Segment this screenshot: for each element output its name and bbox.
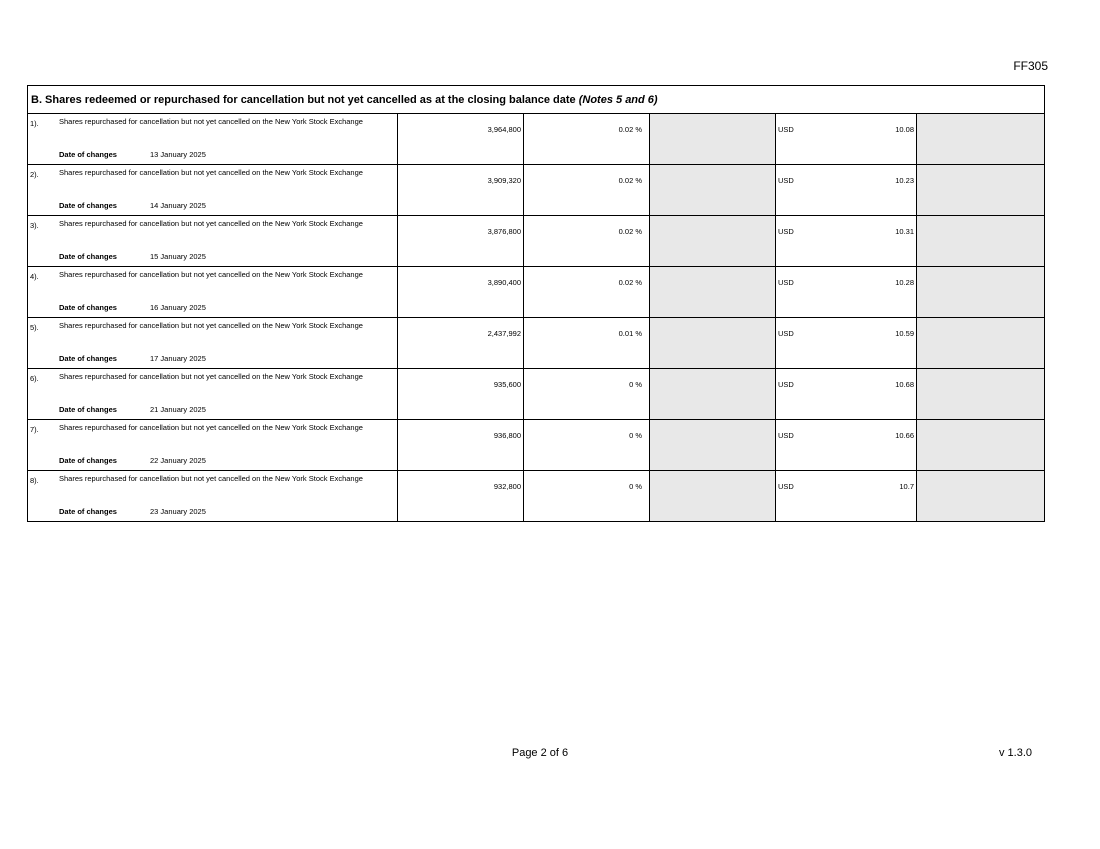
description-cell bbox=[28, 267, 398, 318]
shares-value: 932,800 bbox=[493, 482, 521, 491]
shares-table bbox=[27, 85, 1045, 522]
date-of-changes-value: 15 January 2025 bbox=[150, 252, 206, 261]
currency-code: USD bbox=[778, 125, 794, 134]
price-cell bbox=[776, 216, 917, 267]
row-number: 2). bbox=[30, 170, 39, 179]
currency-code: USD bbox=[778, 482, 794, 491]
percent-cell bbox=[524, 420, 650, 471]
shares-value: 3,876,800 bbox=[487, 227, 521, 236]
currency-code: USD bbox=[778, 329, 794, 338]
currency-code: USD bbox=[778, 431, 794, 440]
date-of-changes-label: Date of changes bbox=[59, 252, 117, 261]
empty-shaded-cell bbox=[650, 318, 776, 369]
row-description: Shares repurchased for cancellation but not yet cancelled on the New York Stock Exchange bbox=[59, 474, 363, 483]
currency-code: USD bbox=[778, 227, 794, 236]
form-code: FF305 bbox=[1013, 59, 1048, 73]
section-notes: (Notes 5 and 6) bbox=[578, 93, 658, 106]
page-number: Page 2 of 6 bbox=[511, 747, 569, 759]
date-of-changes-value: 16 January 2025 bbox=[150, 303, 206, 312]
row-number: 3). bbox=[30, 221, 39, 230]
percent-cell bbox=[524, 165, 650, 216]
row-number: 1). bbox=[30, 119, 39, 128]
table-row bbox=[28, 369, 1045, 420]
empty-shaded-cell bbox=[917, 216, 1045, 267]
shares-value: 936,800 bbox=[493, 431, 521, 440]
empty-shaded-cell bbox=[650, 471, 776, 522]
percent-value: 0 % bbox=[629, 380, 642, 389]
empty-shaded-cell bbox=[917, 267, 1045, 318]
date-of-changes-value: 13 January 2025 bbox=[150, 150, 206, 159]
row-description: Shares repurchased for cancellation but not yet cancelled on the New York Stock Exchange bbox=[59, 423, 363, 432]
date-of-changes-value: 14 January 2025 bbox=[150, 201, 206, 210]
empty-shaded-cell bbox=[650, 420, 776, 471]
shares-cell bbox=[398, 471, 524, 522]
version-label: v 1.3.0 bbox=[998, 747, 1032, 759]
currency-code: USD bbox=[778, 176, 794, 185]
description-cell bbox=[28, 114, 398, 165]
date-of-changes-label: Date of changes bbox=[59, 201, 117, 210]
percent-cell bbox=[524, 471, 650, 522]
percent-cell bbox=[524, 267, 650, 318]
description-cell bbox=[28, 318, 398, 369]
description-cell bbox=[28, 369, 398, 420]
shares-value: 935,600 bbox=[493, 380, 521, 389]
table-row bbox=[28, 165, 1045, 216]
row-number: 7). bbox=[30, 425, 39, 434]
percent-value: 0.01 % bbox=[618, 329, 642, 338]
row-description: Shares repurchased for cancellation but not yet cancelled on the New York Stock Exchange bbox=[59, 219, 363, 228]
empty-shaded-cell bbox=[650, 216, 776, 267]
percent-value: 0 % bbox=[629, 482, 642, 491]
row-number: 6). bbox=[30, 374, 39, 383]
price-value: 10.59 bbox=[895, 329, 914, 338]
percent-cell bbox=[524, 114, 650, 165]
date-of-changes-label: Date of changes bbox=[59, 354, 117, 363]
shares-cell bbox=[398, 267, 524, 318]
shares-cell bbox=[398, 216, 524, 267]
row-number: 8). bbox=[30, 476, 39, 485]
price-cell bbox=[776, 267, 917, 318]
table-row bbox=[28, 267, 1045, 318]
percent-value: 0.02 % bbox=[618, 278, 642, 287]
percent-cell bbox=[524, 369, 650, 420]
percent-cell bbox=[524, 318, 650, 369]
shares-value: 3,890,400 bbox=[487, 278, 521, 287]
empty-shaded-cell bbox=[650, 369, 776, 420]
currency-code: USD bbox=[778, 380, 794, 389]
row-description: Shares repurchased for cancellation but not yet cancelled on the New York Stock Exchange bbox=[59, 372, 363, 381]
percent-value: 0.02 % bbox=[618, 125, 642, 134]
price-value: 10.66 bbox=[895, 431, 914, 440]
price-value: 10.7 bbox=[899, 482, 914, 491]
date-of-changes-label: Date of changes bbox=[59, 507, 117, 516]
price-value: 10.68 bbox=[895, 380, 914, 389]
date-of-changes-value: 17 January 2025 bbox=[150, 354, 206, 363]
row-description: Shares repurchased for cancellation but not yet cancelled on the New York Stock Exchange bbox=[59, 270, 363, 279]
empty-shaded-cell bbox=[650, 267, 776, 318]
date-of-changes-label: Date of changes bbox=[59, 150, 117, 159]
description-cell bbox=[28, 420, 398, 471]
row-description: Shares repurchased for cancellation but not yet cancelled on the New York Stock Exchange bbox=[59, 117, 363, 126]
price-cell bbox=[776, 114, 917, 165]
date-of-changes-value: 21 January 2025 bbox=[150, 405, 206, 414]
shares-cell bbox=[398, 369, 524, 420]
description-cell bbox=[28, 471, 398, 522]
currency-code: USD bbox=[778, 278, 794, 287]
table-row bbox=[28, 216, 1045, 267]
row-description: Shares repurchased for cancellation but not yet cancelled on the New York Stock Exchange bbox=[59, 168, 363, 177]
date-of-changes-label: Date of changes bbox=[59, 456, 117, 465]
section-title: B. Shares redeemed or repurchased for cancellation but not yet cancelled as at the closing balance date bbox=[31, 93, 576, 106]
shares-cell bbox=[398, 420, 524, 471]
empty-shaded-cell bbox=[917, 420, 1045, 471]
price-cell bbox=[776, 165, 917, 216]
shares-cell bbox=[398, 318, 524, 369]
date-of-changes-label: Date of changes bbox=[59, 303, 117, 312]
price-value: 10.08 bbox=[895, 125, 914, 134]
row-number: 5). bbox=[30, 323, 39, 332]
price-cell bbox=[776, 369, 917, 420]
date-of-changes-label: Date of changes bbox=[59, 405, 117, 414]
table-row bbox=[28, 114, 1045, 165]
price-cell bbox=[776, 318, 917, 369]
row-description: Shares repurchased for cancellation but not yet cancelled on the New York Stock Exchange bbox=[59, 321, 363, 330]
price-value: 10.31 bbox=[895, 227, 914, 236]
price-value: 10.28 bbox=[895, 278, 914, 287]
shares-value: 3,964,800 bbox=[487, 125, 521, 134]
shares-value: 2,437,992 bbox=[487, 329, 521, 338]
date-of-changes-value: 23 January 2025 bbox=[150, 507, 206, 516]
description-cell bbox=[28, 216, 398, 267]
shares-cell bbox=[398, 165, 524, 216]
table-row bbox=[28, 471, 1045, 522]
date-of-changes-value: 22 January 2025 bbox=[150, 456, 206, 465]
percent-value: 0.02 % bbox=[618, 227, 642, 236]
table-row bbox=[28, 318, 1045, 369]
empty-shaded-cell bbox=[917, 114, 1045, 165]
table-row bbox=[28, 420, 1045, 471]
empty-shaded-cell bbox=[917, 369, 1045, 420]
row-number: 4). bbox=[30, 272, 39, 281]
description-cell bbox=[28, 165, 398, 216]
shares-value: 3,909,320 bbox=[487, 176, 521, 185]
shares-cell bbox=[398, 114, 524, 165]
empty-shaded-cell bbox=[917, 318, 1045, 369]
empty-shaded-cell bbox=[650, 165, 776, 216]
percent-value: 0.02 % bbox=[618, 176, 642, 185]
price-cell bbox=[776, 420, 917, 471]
empty-shaded-cell bbox=[917, 471, 1045, 522]
section-title-cell bbox=[28, 86, 1045, 114]
percent-value: 0 % bbox=[629, 431, 642, 440]
empty-shaded-cell bbox=[650, 114, 776, 165]
section-header-row bbox=[28, 86, 1045, 114]
empty-shaded-cell bbox=[917, 165, 1045, 216]
price-value: 10.23 bbox=[895, 176, 914, 185]
percent-cell bbox=[524, 216, 650, 267]
price-cell bbox=[776, 471, 917, 522]
